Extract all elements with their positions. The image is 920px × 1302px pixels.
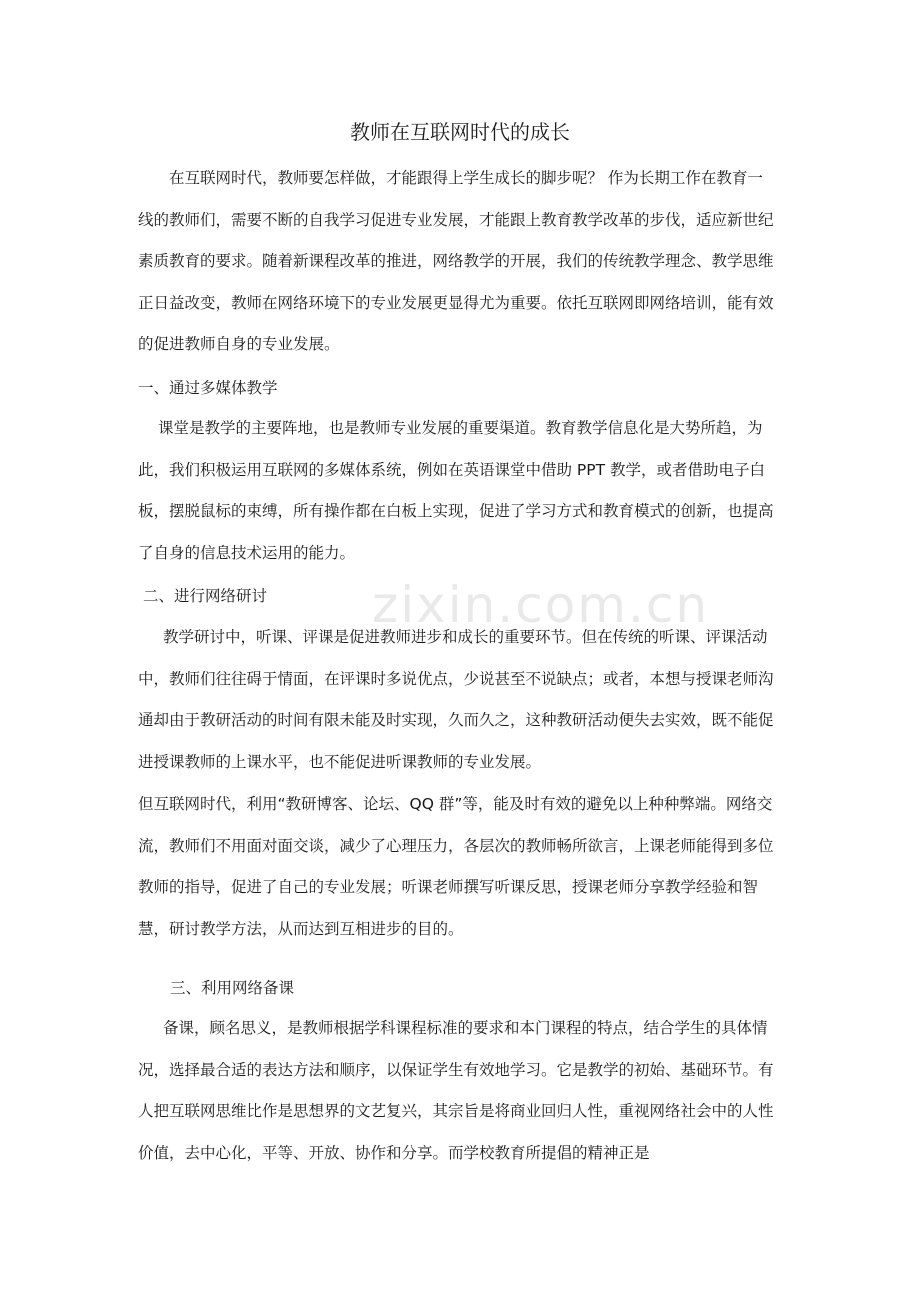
section-2-paragraph-1: 教学研讨中，听课、评课是促进教师进步和成长的重要环节。但在传统的听课、评课活动中，教师们往往碍于情面，在评课时多说优点，少说甚至不说缺点；或者，本想与授课老师沟通却由于教研活动的时间有限未能及时实现，久而久之，这种教研活动便失去实效，既不能促进授课教师的上课水平，也不能促进听课教师的专业发展。 xyxy=(138,628,774,771)
section-3-paragraph: 备课，顾名思义，是教师根据学科课程标准的要求和本门课程的特点，结合学生的具体情况，选择最合适的表达方法和顺序，以保证学生有效地学习。它是教学的初始、基础环节。有人把互联网思维比作是思想界的文艺复兴，其宗旨是将商业回归人性，重视网络社会中的人性价值，去中心化，平等、开放、协作和分享。而学校教育所提倡的精神正是 xyxy=(138,1019,774,1162)
watermark: zixin.com.cn xyxy=(372,576,710,634)
section-heading-3: 三、利用网络备课 xyxy=(170,979,295,997)
intro-paragraph: 在互联网时代，教师要怎样做，才能跟得上学生成长的脚步呢？ 作为长期工作在教育一线的教师们，需要不断的自我学习促进专业发展，才能跟上教育教学改革的步伐，适应新世纪素质教育的要求。随着新课程改革的推进，网络教学的开展，我们的传统教学理念、教学思维正日益改变，教师在网络环境下的专业发展更显得尤为重要。依托互联网即网络培训，能有效的促进教师自身的专业发展。 xyxy=(138,169,774,353)
section-heading-1: 一、通过多媒体教学 xyxy=(138,379,278,397)
section-2-paragraph-2: 但互联网时代，利用“教研博客、论坛、QQ 群”等，能及时有效的避免以上种种弊端。网络交流，教师们不用面对面交谈，减少了心理压力，各层次的教师畅所欲言，上课老师能得到多位教师的指导，促进了自己的专业发展；听课老师撰写听课反思，授课老师分享教学经验和智慧，研讨教学方法，从而达到互相进步的目的。 xyxy=(138,795,774,938)
section-1-paragraph: 课堂是教学的主要阵地，也是教师专业发展的重要渠道。教育教学信息化是大势所趋，为此，我们积极运用互联网的多媒体系统，例如在英语课堂中借助 PPT 教学，或者借助电子白板，摆脱鼠标的束缚，所有操作都在白板上实现，促进了学习方式和教育模式的创新，也提高了自身的信息技术运用的能力。 xyxy=(138,419,774,562)
section-heading-2: 二、进行网络研讨 xyxy=(143,587,268,605)
page-title: 教师在互联网时代的成长 xyxy=(350,120,570,144)
